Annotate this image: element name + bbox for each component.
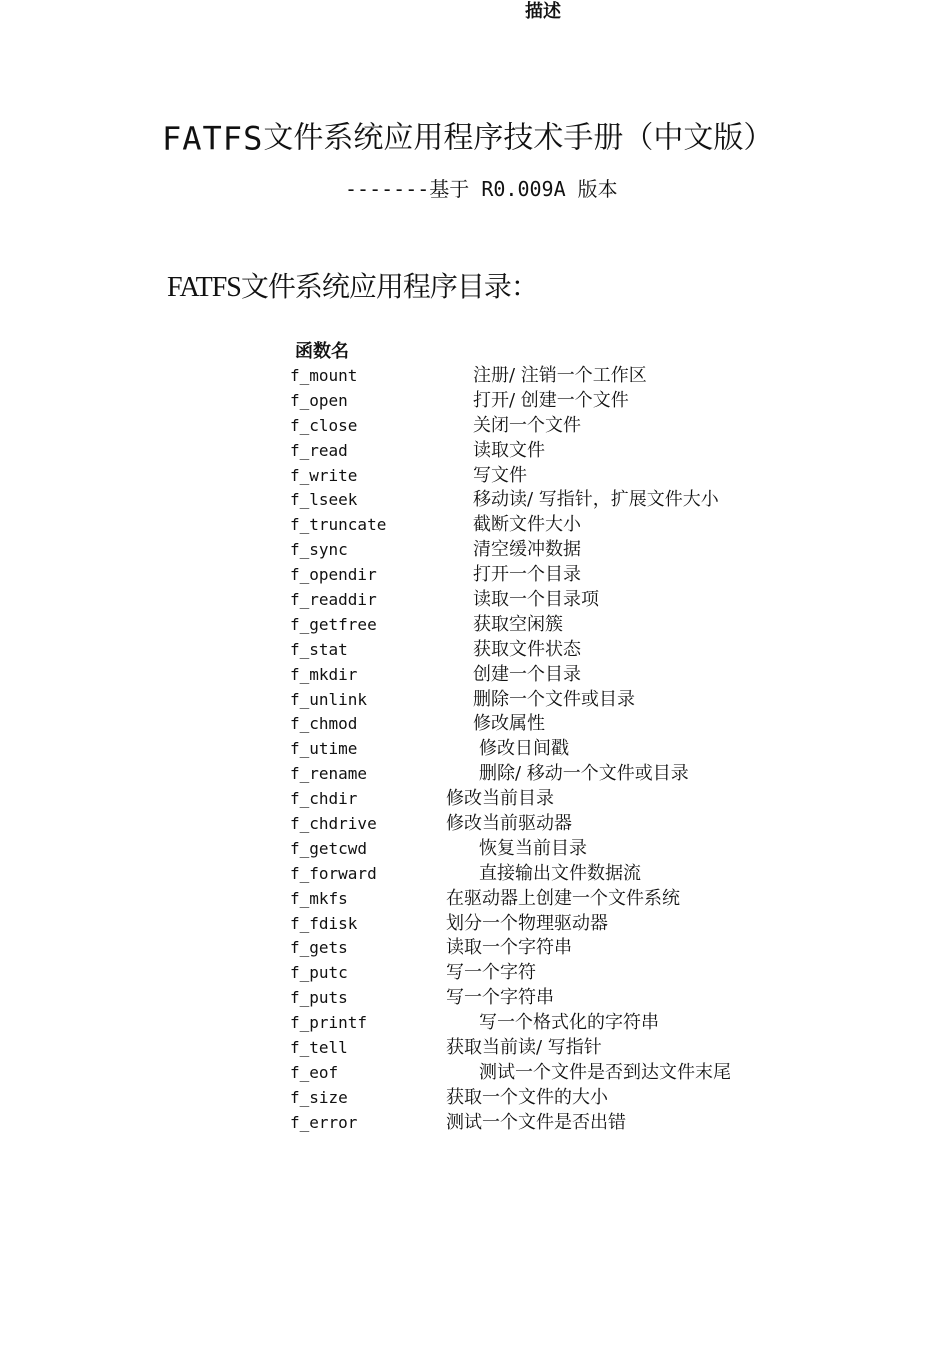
table-row bbox=[290, 862, 770, 887]
document-title-cjk: 文件系统应用程序技术手册（中文版） bbox=[263, 120, 774, 156]
function-name: f_write bbox=[290, 465, 358, 485]
function-name: f_readdir bbox=[290, 590, 377, 610]
table-row bbox=[290, 464, 770, 489]
function-description: 获取一个文件的大小 bbox=[446, 1086, 608, 1108]
table-row bbox=[290, 912, 770, 937]
function-name: f_error bbox=[290, 1112, 358, 1132]
table-row bbox=[290, 887, 770, 912]
table-row bbox=[290, 712, 770, 737]
table-row bbox=[290, 936, 770, 961]
function-name: f_eof bbox=[290, 1062, 339, 1082]
function-description: 划分一个物理驱动器 bbox=[446, 912, 608, 934]
function-description: 读取文件 bbox=[473, 439, 545, 461]
function-description: 写一个字符串 bbox=[446, 987, 554, 1009]
function-name: f_mkdir bbox=[290, 664, 358, 684]
function-description: 写文件 bbox=[473, 464, 527, 486]
function-name: f_sync bbox=[290, 540, 348, 560]
function-name: f_truncate bbox=[290, 515, 387, 535]
function-description: 测试一个文件是否出错 bbox=[446, 1111, 626, 1133]
function-description: 测试一个文件是否到达文件末尾 bbox=[479, 1061, 731, 1083]
function-name: f_utime bbox=[290, 739, 358, 759]
table-row bbox=[290, 638, 770, 663]
function-name: f_getcwd bbox=[290, 838, 368, 858]
document-title-latin: FATFS bbox=[162, 119, 264, 158]
toc-heading: FATFS文件系统应用程序目录： bbox=[167, 272, 538, 303]
function-description: 创建一个目录 bbox=[473, 663, 581, 685]
table-row bbox=[290, 812, 770, 837]
function-description: 注册/ 注销一个工作区 bbox=[473, 365, 647, 386]
function-description: 清空缓冲数据 bbox=[473, 539, 581, 561]
function-name: f_puts bbox=[290, 988, 348, 1008]
function-description: 移动读/ 写指针，扩展文件大小 bbox=[473, 489, 719, 511]
function-description: 在驱动器上创建一个文件系统 bbox=[446, 887, 680, 909]
table-row bbox=[290, 513, 770, 538]
function-name: f_rename bbox=[290, 764, 368, 784]
function-name: f_opendir bbox=[290, 565, 377, 585]
function-name: f_open bbox=[290, 390, 348, 410]
table-row bbox=[290, 762, 770, 787]
function-name: f_unlink bbox=[290, 689, 368, 709]
table-row bbox=[290, 439, 770, 464]
function-description: 获取当前读/ 写指针 bbox=[446, 1037, 602, 1059]
function-name: f_getfree bbox=[290, 614, 377, 634]
function-description: 写一个格式化的字符串 bbox=[479, 1012, 659, 1034]
function-name: f_tell bbox=[290, 1038, 348, 1058]
table-row bbox=[290, 538, 770, 563]
table-row bbox=[290, 1036, 770, 1061]
function-name: f_chdrive bbox=[290, 814, 377, 834]
function-description: 修改当前目录 bbox=[446, 788, 554, 810]
table-row bbox=[290, 737, 770, 762]
function-name: f_putc bbox=[290, 963, 348, 983]
function-description: 读取一个目录项 bbox=[473, 589, 599, 611]
table-row bbox=[290, 364, 770, 389]
function-name: f_printf bbox=[290, 1013, 368, 1033]
table-row bbox=[290, 1061, 770, 1086]
table-row bbox=[290, 563, 770, 588]
function-description: 直接输出文件数据流 bbox=[479, 862, 641, 884]
function-name: f_mkfs bbox=[290, 888, 348, 908]
function-description: 删除/ 移动一个文件或目录 bbox=[479, 763, 689, 785]
function-description: 写一个字符 bbox=[446, 962, 536, 984]
function-name: f_chmod bbox=[290, 714, 358, 734]
table-row bbox=[290, 837, 770, 862]
function-description: 恢复当前目录 bbox=[479, 837, 587, 859]
function-description: 获取空闲簇 bbox=[473, 613, 563, 635]
function-name: f_close bbox=[290, 415, 358, 435]
table-row bbox=[290, 688, 770, 713]
function-description: 关闭一个文件 bbox=[473, 414, 581, 436]
function-name: f_mount bbox=[290, 366, 358, 385]
function-name: f_chdir bbox=[290, 789, 358, 809]
function-description: 读取一个字符串 bbox=[446, 937, 572, 959]
function-description: 获取文件状态 bbox=[473, 638, 581, 660]
function-description: 删除一个文件或目录 bbox=[473, 688, 635, 710]
table-row bbox=[290, 1011, 770, 1036]
table-row bbox=[290, 414, 770, 439]
function-description: 修改当前驱动器 bbox=[446, 813, 572, 835]
table-row bbox=[290, 787, 770, 812]
function-description: 修改属性 bbox=[473, 713, 545, 735]
column-header-function-name: 函数名 bbox=[295, 341, 349, 362]
table-row bbox=[290, 663, 770, 688]
function-name: f_fdisk bbox=[290, 913, 358, 933]
function-description: 截断文件大小 bbox=[473, 514, 581, 536]
table-row bbox=[290, 986, 770, 1011]
table-row bbox=[290, 1111, 770, 1136]
table-row bbox=[290, 613, 770, 638]
table-row bbox=[290, 1086, 770, 1111]
function-name: f_size bbox=[290, 1087, 348, 1107]
function-name: f_gets bbox=[290, 938, 348, 958]
table-row bbox=[290, 389, 770, 414]
document-title bbox=[162, 118, 773, 159]
function-description: 打开/ 创建一个文件 bbox=[473, 389, 629, 411]
function-name: f_lseek bbox=[290, 490, 358, 510]
table-row bbox=[290, 488, 770, 513]
function-name: f_forward bbox=[290, 863, 377, 883]
function-name: f_read bbox=[290, 440, 348, 460]
column-header-description: 描述 bbox=[525, 1, 561, 22]
function-description: 打开一个目录 bbox=[473, 564, 581, 586]
document-subtitle: -------基于 R0.009A 版本 bbox=[345, 177, 618, 201]
table-row bbox=[290, 961, 770, 986]
table-row bbox=[290, 588, 770, 613]
function-name: f_stat bbox=[290, 639, 348, 659]
function-description: 修改日间戳 bbox=[479, 738, 569, 760]
function-table bbox=[290, 364, 770, 1136]
